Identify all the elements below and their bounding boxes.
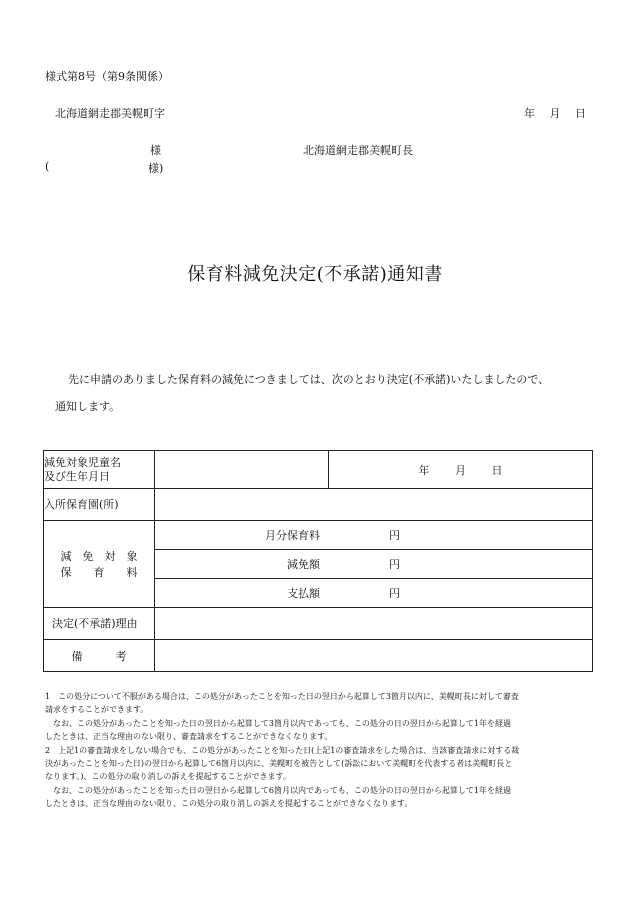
page-title: 保育料減免決定(不承諾)通知書 bbox=[187, 264, 443, 285]
recipient: 様 bbox=[150, 144, 161, 157]
notice-table bbox=[43, 450, 593, 672]
recipient-paren-close: 様) bbox=[148, 162, 164, 175]
note-line: 2 上記1の審査請求をしない場合でも、この処分があったことを知った日(上記1の審査請求をした場合は、当該審査請求に対する裁 bbox=[45, 745, 520, 755]
fee-row-label: 減免額 bbox=[287, 558, 320, 571]
date: 年 月 日 bbox=[524, 107, 586, 120]
recipient-paren-open: ( bbox=[45, 160, 50, 173]
remarks-value bbox=[155, 640, 593, 672]
child-name-label bbox=[44, 451, 155, 489]
fee-row-label: 支払額 bbox=[287, 587, 320, 600]
note-line: 請求をすることができます。 bbox=[45, 705, 149, 715]
fee-row-unit: 円 bbox=[389, 558, 400, 571]
fee-row-label: 月分保育料 bbox=[265, 529, 320, 542]
fee-row bbox=[155, 521, 593, 550]
target-fee-label-line1: 減 免 対 象 bbox=[60, 550, 138, 563]
body-line-1: 先に申請のありました保育料の減免につきましては、次のとおり決定(不承諾)いたしましたので、 bbox=[68, 373, 550, 386]
address: 北海道網走郡美幌町字 bbox=[55, 107, 165, 120]
body-line-2: 通知します。 bbox=[55, 400, 121, 413]
note-line: なお、この処分があったことを知った日の翌日から起算して6箇月以内であっても、この処分の日の翌日から起算して1年を経過 bbox=[45, 785, 512, 795]
child-name-label-line1: 減免対象児童名 bbox=[44, 455, 121, 469]
note-line: 決があったことを知った日)の翌日から起算して6箇月以内に、美幌町を被告として(訴訟において美幌町を代表する者は美幌町長と bbox=[45, 759, 513, 769]
reason-value bbox=[155, 608, 593, 640]
target-fee-label-line2: 保 育 料 bbox=[60, 566, 138, 579]
child-name-label-line2: 及び生年月日 bbox=[44, 469, 110, 483]
note-line: なお、この処分があったことを知った日の翌日から起算して3箇月以内であっても、この処分の日の翌日から起算して1年を経過 bbox=[45, 718, 512, 728]
fee-row-unit: 円 bbox=[389, 529, 400, 542]
issuer: 北海道網走郡美幌町長 bbox=[303, 144, 413, 157]
target-fee-label bbox=[44, 521, 155, 608]
fee-row bbox=[155, 579, 593, 608]
note-line: したときは、正当な理由のない限り、審査請求をすることができなくなります。 bbox=[45, 732, 333, 742]
note-line: なります。)、この処分の取り消しの訴えを提起することができます。 bbox=[45, 772, 291, 782]
nursery-value bbox=[155, 489, 593, 521]
notes bbox=[45, 690, 590, 811]
fee-row bbox=[155, 550, 593, 579]
nursery-label: 入所保育園(所) bbox=[44, 489, 155, 521]
birth-date: 年 月 日 bbox=[329, 451, 593, 489]
fee-row-unit: 円 bbox=[389, 587, 400, 600]
reason-label: 決定(不承諾)理由 bbox=[44, 608, 155, 640]
note-line: 1 この処分について不服がある場合は、この処分があったことを知った日の翌日から起算して3箇月以内に、美幌町長に対して審査 bbox=[45, 692, 519, 701]
form-number: 様式第8号（第9条関係） bbox=[45, 70, 169, 83]
remarks-label: 備 考 bbox=[44, 640, 155, 672]
note-line: したときは、正当な理由のない限り、この処分の取り消しの訴えを提起することができなくなります。 bbox=[45, 799, 413, 809]
child-name-value bbox=[155, 451, 329, 489]
